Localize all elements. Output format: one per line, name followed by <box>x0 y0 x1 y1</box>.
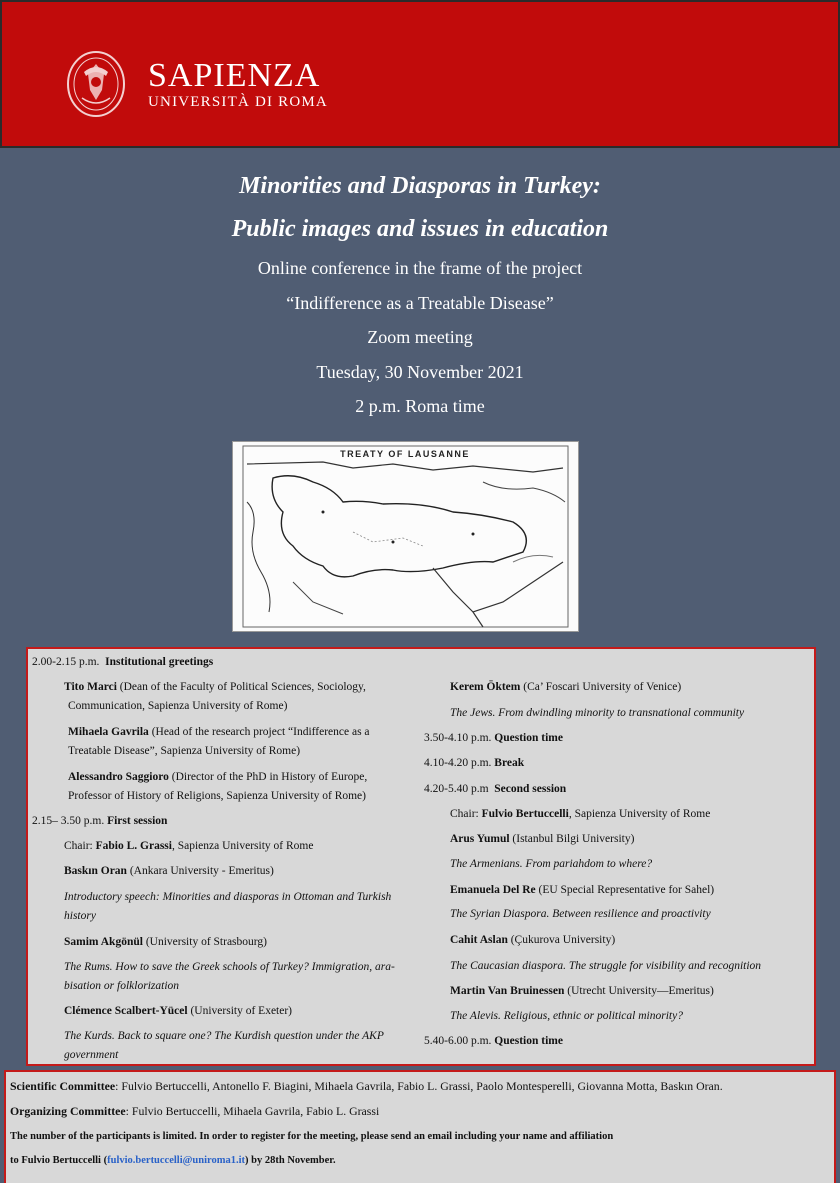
speaker-role-continued: Professor of History of Religions, Sapienza University of Rome) <box>68 790 366 802</box>
speaker-name: Emanuela Del Re <box>450 884 536 896</box>
map-drawing <box>233 442 578 631</box>
speaker-entry <box>450 881 714 900</box>
speaker-affiliation: (Ca’ Foscari University of Venice) <box>520 681 682 693</box>
talk-title: The Alevis. Religious, ethnic or political minority? <box>450 1010 683 1022</box>
talk-title: The Armenians. From pariahdom to where? <box>450 858 653 870</box>
talk-title: Introductory speech: Minorities and diasporas in Ottoman and Turkish <box>64 891 392 903</box>
treaty-of-lausanne-map <box>232 441 579 632</box>
talk-title: The Rums. How to save the Greek schools of Turkey? Immigration, ara- <box>64 961 395 973</box>
speaker-entry <box>64 862 274 881</box>
talk-title: The Syrian Diaspora. Between resilience and proactivity <box>450 908 711 920</box>
speaker-affiliation: (Istanbul Bilgi University) <box>509 833 635 845</box>
talk-title-continued: government <box>64 1049 119 1061</box>
speaker-name: Clémence Scalbert-Yücel <box>64 1005 188 1017</box>
slot-time: 2.15– 3.50 p.m. <box>32 815 105 827</box>
registration-deadline: ) by 28th November. <box>245 1155 336 1166</box>
chair-name: Fulvio Bertuccelli <box>481 808 569 820</box>
speaker-affiliation: (University of Strasbourg) <box>142 936 267 948</box>
slot-label: Question time <box>494 732 563 744</box>
scientific-committee <box>10 1078 723 1094</box>
speaker-name: Martin Van Bruinessen <box>450 985 565 997</box>
speaker-affiliation: (EU Special Representative for Sahel) <box>535 884 715 896</box>
speaker-entry <box>450 982 714 1001</box>
schedule-final-question-time <box>424 1032 563 1051</box>
speaker-entry <box>450 678 681 697</box>
university-subtitle: UNIVERSITÀ DI ROMA <box>148 94 328 110</box>
speaker-role-continued: Treatable Disease”, Sapienza University of Rome) <box>68 745 301 757</box>
speaker-entry <box>64 1002 292 1021</box>
chair-affiliation: , Sapienza University of Rome <box>568 808 711 820</box>
slot-time: 5.40-6.00 p.m. <box>424 1035 492 1047</box>
slot-time: 4.10-4.20 p.m. <box>424 757 492 769</box>
chair-name: Fabio L. Grassi <box>95 840 172 852</box>
speaker-role: (Director of the PhD in History of Europe, <box>168 771 368 783</box>
schedule-break <box>424 754 524 773</box>
slot-label: First session <box>107 815 168 827</box>
conference-time: 2 p.m. Roma time <box>355 396 485 416</box>
slot-time: 4.20-5.40 p.m <box>424 783 489 795</box>
project-name: “Indifference as a Treatable Disease” <box>286 292 554 313</box>
chair-label: Chair: <box>64 840 96 852</box>
speaker-entry <box>64 933 267 952</box>
conference-title-line-1: Minorities and Diasporas in Turkey: <box>239 173 601 199</box>
slot-time: 2.00-2.15 p.m. <box>32 656 100 668</box>
speaker-name: Baskın Oran <box>64 865 127 877</box>
speaker-name: Kerem Öktem <box>450 681 521 693</box>
chair-affiliation: , Sapienza University of Rome <box>171 840 314 852</box>
speaker-name: Arus Yumul <box>450 833 510 845</box>
speaker-name: Samim Akgönül <box>64 936 143 948</box>
speaker-affiliation: (University of Exeter) <box>187 1005 293 1017</box>
speaker-entry <box>64 678 366 697</box>
meeting-platform: Zoom meeting <box>367 327 473 347</box>
organizing-committee-members: : Fulvio Bertuccelli, Mihaela Gavrila, Fabio L. Grassi <box>125 1104 380 1118</box>
speaker-entry <box>450 931 615 950</box>
university-banner <box>0 0 840 148</box>
speaker-entry <box>450 830 634 849</box>
schedule-institutional-greetings <box>32 653 213 672</box>
talk-title: The Jews. From dwindling minority to transnational community <box>450 707 745 719</box>
talk-title-continued: bisation or folklorization <box>64 980 180 992</box>
session-chair <box>450 805 710 824</box>
speaker-name: Alessandro Saggioro <box>68 771 169 783</box>
speaker-affiliation: (Utrecht University—Emeritus) <box>564 985 714 997</box>
scientific-committee-members: : Fulvio Bertuccelli, Antonello F. Biagini, Mihaela Gavrila, Fabio L. Grassi, Paolo Montesperelli, Giovanna Motta, Baskın Oran. <box>115 1079 723 1093</box>
speaker-role: (Dean of the Faculty of Political Sciences, Sociology, <box>116 681 366 693</box>
university-wordmark <box>148 58 328 110</box>
registration-contact-prefix: to Fulvio Bertuccelli ( <box>10 1155 108 1166</box>
map-caption: TREATY OF LAUSANNE <box>340 449 470 459</box>
registration-contact <box>10 1153 336 1169</box>
talk-title-continued: history <box>64 910 96 922</box>
slot-label: Break <box>494 757 525 769</box>
talk-title: The Caucasian diaspora. The struggle for visibility and recognition <box>450 960 762 972</box>
speaker-affiliation: (Çukurova University) <box>507 934 616 946</box>
speaker-entry <box>68 768 367 787</box>
committee-registration-box <box>4 1070 836 1183</box>
university-name: SAPIENZA <box>148 57 321 94</box>
speaker-role-continued: Communication, Sapienza University of Rome) <box>68 700 288 712</box>
conference-title-block <box>0 165 840 424</box>
sapienza-seal-logo <box>66 50 126 118</box>
registration-notice: The number of the participants is limited. In order to register for the meeting, please send an email including your name and affiliation <box>10 1131 614 1142</box>
slot-label: Second session <box>494 783 567 795</box>
speaker-name: Tito Marci <box>64 681 117 693</box>
schedule-question-time <box>424 729 563 748</box>
speaker-role: (Head of the research project “Indifference as a <box>148 726 370 738</box>
speaker-entry <box>68 723 370 742</box>
program-schedule-box <box>26 647 816 1066</box>
talk-title: The Kurds. Back to square one? The Kurdish question under the AKP <box>64 1030 384 1042</box>
conference-date: Tuesday, 30 November 2021 <box>316 361 524 382</box>
organizing-committee-label: Organizing Committee <box>10 1104 126 1118</box>
slot-label: Institutional greetings <box>105 656 214 668</box>
chair-label: Chair: <box>450 808 482 820</box>
scientific-committee-label: Scientific Committee <box>10 1079 116 1093</box>
slot-label: Question time <box>494 1035 563 1047</box>
conference-subtitle: Online conference in the frame of the project <box>257 258 583 278</box>
speaker-name: Cahit Aslan <box>450 934 508 946</box>
organizing-committee <box>10 1103 379 1119</box>
slot-time: 3.50-4.10 p.m. <box>424 732 492 744</box>
schedule-first-session <box>32 812 167 831</box>
speaker-affiliation: (Ankara University - Emeritus) <box>126 865 274 877</box>
schedule-second-session <box>424 780 566 799</box>
conference-title-line-2: Public images and issues in education <box>231 216 609 242</box>
session-chair <box>64 837 313 856</box>
speaker-name: Mihaela Gavrila <box>68 726 149 738</box>
registration-email-link[interactable]: fulvio.bertuccelli@uniroma1.it <box>107 1155 246 1166</box>
